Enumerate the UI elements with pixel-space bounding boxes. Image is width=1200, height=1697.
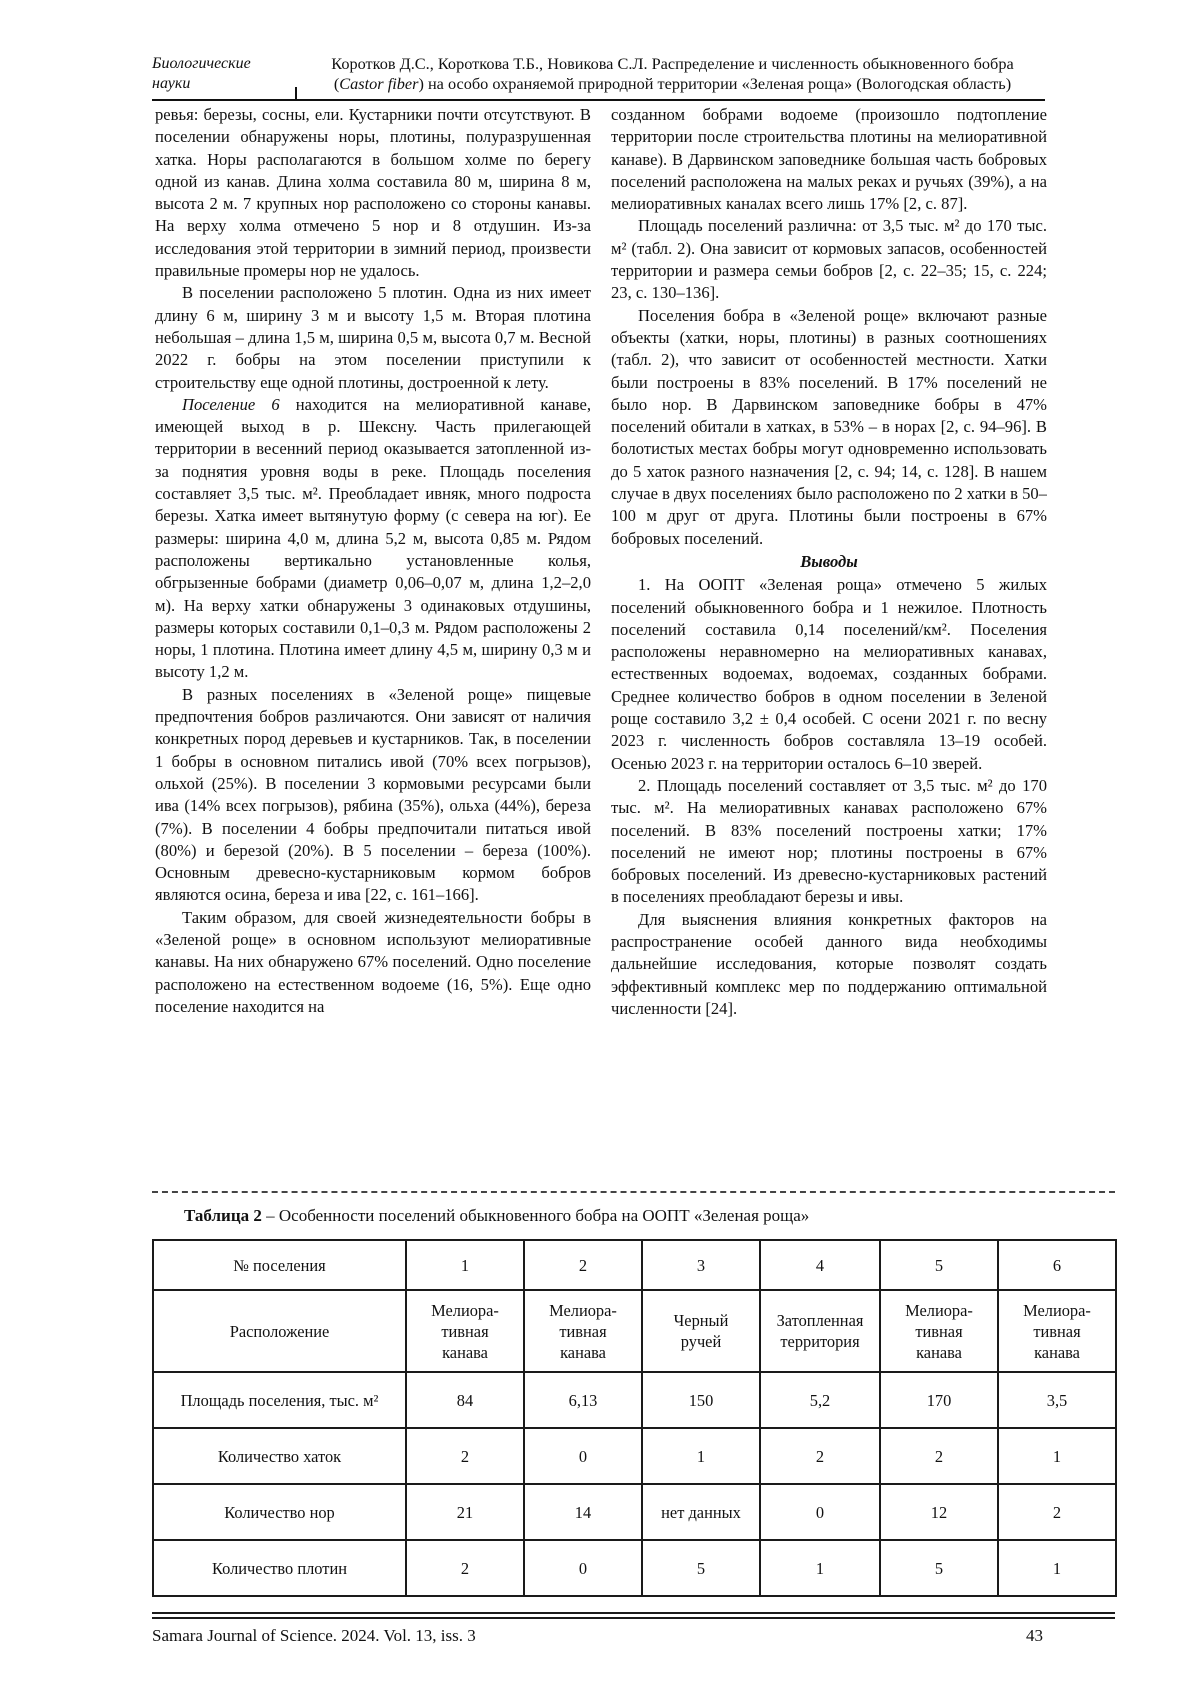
- journal-imprint: Samara Journal of Science. 2024. Vol. 13, iss. 3: [152, 1626, 476, 1645]
- right-column: [611, 104, 1047, 1020]
- table-cell: Мелиора- тивная канава: [880, 1290, 998, 1372]
- table-row: [153, 1372, 1116, 1428]
- table-cell: Затопленная территория: [760, 1290, 880, 1372]
- footer-row: [152, 1626, 1115, 1646]
- footer-double-rule: [152, 1612, 1115, 1619]
- table-cell: 1: [998, 1428, 1116, 1484]
- table-cell: 6: [998, 1240, 1116, 1290]
- table-caption: [184, 1206, 1115, 1226]
- table-caption-label: Таблица 2: [184, 1206, 262, 1225]
- table-cell: 1: [642, 1428, 760, 1484]
- citation-line-2-rest: ) на особо охраняемой природной территории «Зеленая роща» (Вологодская область): [418, 74, 1012, 93]
- table-row: [153, 1484, 1116, 1540]
- species-name: Castor fiber: [339, 74, 419, 93]
- paragraph: В поселении расположено 5 плотин. Одна из них имеет длину 6 м, ширину 3 м и высоту 1,5 м. Вторая плотина небольшая – длина 1,5 м, ширина 0,5 м, высота 0,7 м. Весной 2022 г. бобры на этом поселении приступили к строительству еще одной плотины, достроенной к лету.: [155, 283, 591, 392]
- paragraph: В разных поселениях в «Зеленой роще» пищевые предпочтения бобров различаются. Они зависят от наличия конкретных пород деревьев и кустарников. Так, в поселении 1 бобры в основном питались ивой (70% всех погрызов), ольхой (25%). В поселении 3 кормовыми ресурсами были ива (14% всех погрызов), рябина (35%), ольха (44%), береза (7%). В поселении 4 бобры предпочитали питаться ивой (80%) и березой (20%). В 5 поселении – береза (100%). Основным древесно-кустарниковым кормом бобров являются осина, береза и ива [22, с. 161–166].: [155, 684, 591, 905]
- table-cell: 84: [406, 1372, 524, 1428]
- table-cell: 5: [880, 1540, 998, 1596]
- paragraph: Поселения бобра в «Зеленой роще» включают разные объекты (хатки, норы, плотины) в разных соотношениях (табл. 2), что зависит от особенностей местности. Хатки были построены в 83% поселений. В 17% поселений не было нор. В Дарвинском заповеднике бобры в 47% поселений обитали в хатках, в 53% – в норах [2, с. 94–96]. В болотистых местах бобры могут одновременно использовать до 5 хаток разного назначения [2, с. 94; 14, с. 128]. В нашем случае в двух поселениях было расположено по 2 хатки в 50–100 м друг от друга. Плотины были построены в 67% бобровых поселений.: [611, 305, 1047, 548]
- left-column: [155, 104, 591, 1020]
- row-header-cell: № поселения: [153, 1240, 406, 1290]
- running-head: [152, 54, 1045, 101]
- table-cell: Мелиора- тивная канава: [524, 1290, 642, 1372]
- table-cell: 0: [524, 1428, 642, 1484]
- running-head-citation: [294, 54, 1045, 94]
- settlement-6-lead: Поселение 6: [182, 394, 280, 414]
- paragraph: Таким образом, для своей жизнедеятельности бобры в «Зеленой роще» в основном используют мелиоративные канавы. На них обнаружено 67% поселений. Одно поселение расположено на естественном водоеме (16, 5%). Еще одно поселение находится на: [155, 907, 591, 1016]
- table-cell: 170: [880, 1372, 998, 1428]
- table-cell: 1: [760, 1540, 880, 1596]
- paragraph-text: находится на мелиоративной канаве, имеющей выход в р. Шексну. Часть прилегающей территории в весенний период оказывается затопленной из-за поднятия уровня воды в реке. Площадь поселения составляет 3,5 тыс. м². Преобладает ивняк, много подроста березы. Хатка имеет вытянутую форму (с севера на юг). Ее размеры: ширина 4,0 м, длина 5,2 м, высота 0,85 м. Рядом расположены вертикально установленные колья, обгрызенные бобрами (диаметр 0,06–0,07 м, длина 1,2–2,0 м). На верху хатки обнаружены 3 одинаковых отдушины, размеры которых составили 0,1–0,3 м. Рядом расположены 2 норы, 1 плотина. Плотина имеет длину 4,5 м, ширину 0,3 м и высоту 1,2 м.: [155, 394, 591, 682]
- table-row: [153, 1428, 1116, 1484]
- table-cell: 150: [642, 1372, 760, 1428]
- table-cell: 2: [524, 1240, 642, 1290]
- paragraph: Для выяснения влияния конкретных факторов на распространение особей данного вида необходимы дальнейшие исследования, которые позволят создать эффективный комплекс мер по поддержанию оптимальной численности [24].: [611, 909, 1047, 1018]
- table-cell: 3: [642, 1240, 760, 1290]
- table-cell: нет данных: [642, 1484, 760, 1540]
- table-cell: 0: [760, 1484, 880, 1540]
- table-cell: 2: [880, 1428, 998, 1484]
- row-header-cell: Количество нор: [153, 1484, 406, 1540]
- paragraph: 2. Площадь поселений составляет от 3,5 тыс. м² до 170 тыс. м². На мелиоративных канавах расположено 67% поселений. В 83% поселений построены хатки; 17% поселений не имеют нор; плотины построены в 67% бобровых поселений. Из древесно-кустарниковых растений в поселениях преобладают березы и ивы.: [611, 775, 1047, 907]
- page-footer: [152, 1612, 1115, 1646]
- rubric-line-2: науки: [152, 75, 191, 92]
- table-cell: 5: [642, 1540, 760, 1596]
- table-cell: 1: [998, 1540, 1116, 1596]
- page-number: 43: [1026, 1626, 1043, 1645]
- citation-open-paren: (: [333, 74, 340, 93]
- settlements-table: [152, 1239, 1117, 1597]
- table-caption-text: – Особенности поселений обыкновенного бобра на ООПТ «Зеленая роща»: [261, 1206, 810, 1225]
- paragraph: ревья: березы, сосны, ели. Кустарники почти отсутствуют. В поселении обнаружены норы, плотины, полуразрушенная хатка. Норы располагаются в большом холме по берегу одной из канав. Длина холма составила 80 м, ширина 8 м, высота 2 м. 7 крупных нор расположено со стороны канавы. На верху холма отмечено 5 нор и 8 отдушин. Из-за исследования этой территории в зимний период, произвести правильные промеры нор не удалось.: [155, 105, 591, 281]
- paragraph: Площадь поселений различна: от 3,5 тыс. м² до 170 тыс. м² (табл. 2). Она зависит от кормовых запасов, особенностей территории и размера семьи бобров [2, с. 22–35; 15, с. 224; 23, с. 130–136].: [611, 216, 1047, 303]
- table-section: [152, 1191, 1115, 1597]
- article-body: [155, 104, 1047, 1020]
- row-header-cell: Количество хаток: [153, 1428, 406, 1484]
- citation-line-1: Коротков Д.С., Короткова Т.Б., Новикова С.Л. Распределение и численность обыкновенного бобра: [331, 54, 1014, 73]
- table-cell: 2: [998, 1484, 1116, 1540]
- table-cell: 0: [524, 1540, 642, 1596]
- table-cell: 6,13: [524, 1372, 642, 1428]
- table-cell: 5,2: [760, 1372, 880, 1428]
- table-cell: 5: [880, 1240, 998, 1290]
- table-row: [153, 1290, 1116, 1372]
- table-cell: Мелиора- тивная канава: [406, 1290, 524, 1372]
- table-cell: 12: [880, 1484, 998, 1540]
- paragraph: 1. На ООПТ «Зеленая роща» отмечено 5 жилых поселений обыкновенного бобра и 1 нежилое. Плотность поселений составила 0,14 поселений/км². Поселения расположены неравномерно на мелиоративных канавах, естественных водоемах, водоемах, созданных бобрами. Среднее количество бобров в одном поселении в Зеленой роще составило 3,2 ± 0,4 особей. С осени 2021 г. по весну 2023 г. численность бобров составляла 13–19 особей. Осенью 2023 г. на территории осталось 6–10 зверей.: [611, 575, 1047, 773]
- table-cell: Черный ручей: [642, 1290, 760, 1372]
- table-cell: 2: [406, 1428, 524, 1484]
- journal-section-label: [152, 54, 294, 94]
- rubric-line-1: Биологические: [152, 55, 251, 72]
- table-cell: 3,5: [998, 1372, 1116, 1428]
- table-row: [153, 1240, 1116, 1290]
- row-header-cell: Расположение: [153, 1290, 406, 1372]
- table-cell: 21: [406, 1484, 524, 1540]
- citation-line-2: [300, 74, 1045, 94]
- row-header-cell: Количество плотин: [153, 1540, 406, 1596]
- table-cell: Мелиора- тивная канава: [998, 1290, 1116, 1372]
- paragraph: [155, 394, 591, 684]
- table-cell: 14: [524, 1484, 642, 1540]
- row-header-cell: Площадь поселения, тыс. м²: [153, 1372, 406, 1428]
- dashed-divider: [152, 1191, 1115, 1193]
- table-cell: 2: [760, 1428, 880, 1484]
- table-cell: 4: [760, 1240, 880, 1290]
- table-row: [153, 1540, 1116, 1596]
- conclusions-heading: Выводы: [800, 551, 858, 571]
- paragraph: созданном бобрами водоеме (произошло подтопление территории после строительства плотины на мелиоративной канаве). В Дарвинском заповеднике большая часть бобровых поселений расположена на малых реках и ручьях (39%), а на мелиоративных каналах всего лишь 17% [2, с. 87].: [611, 105, 1047, 214]
- table-cell: 2: [406, 1540, 524, 1596]
- table-cell: 1: [406, 1240, 524, 1290]
